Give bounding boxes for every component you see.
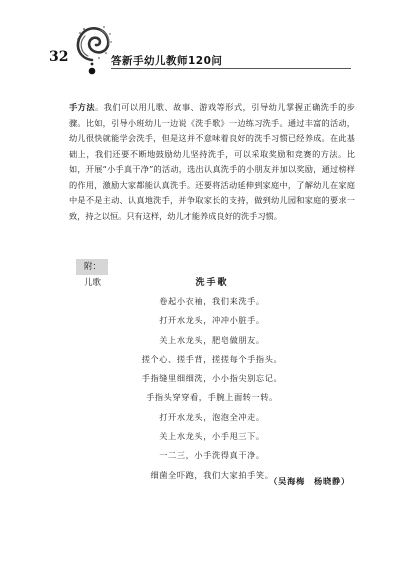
poem-line: 手指头穿穿看，手腕上面转一转。 bbox=[146, 392, 278, 403]
lead-term: 手方法 bbox=[69, 102, 96, 112]
poem-line: 搓个心、搓手背，搓搓每个手指头。 bbox=[141, 353, 283, 364]
swirl-logo-icon bbox=[70, 18, 114, 80]
paragraph-text: 。我们可以用儿歌、故事、游戏等形式，引导幼儿掌握正确洗手的步骤。比如，引导小班幼儿一边说《洗手歌》一边练习洗手。通过丰富的活动，幼儿很快就能学会洗手，但是这并不意味着良好的洗手习惯已经养成。在此基础上，我们还要不断地鼓励幼儿坚持洗手，可以采取奖励和竞赛的方法。比如，开展“小手真干净”的活动，选出认真洗手的小朋友并加以奖励，通过榜样的作用，激励大家都能认真洗手。还要将活动延伸到家庭中，了解幼儿在家庭中是不是主动、认真地洗手，并争取家长的支持，做到幼儿园和家庭的要求一致，持之以恒。只有这样，幼儿才能养成良好的洗手习惯。 bbox=[69, 102, 355, 221]
poem-line: 关上水龙头，肥皂做朋友。 bbox=[159, 334, 265, 345]
poem bbox=[69, 274, 355, 485]
book-title: 答新手幼儿教师120问 bbox=[111, 55, 223, 67]
header-divider bbox=[111, 68, 351, 69]
poem-credits: （吴海梅 杨晓静） bbox=[269, 476, 350, 486]
appendix-label: 附：儿歌 bbox=[76, 259, 108, 275]
poem-line: 关上水龙头，小手甩三下。 bbox=[159, 431, 265, 442]
poem-line: 一二三，小手洗得真干净。 bbox=[159, 450, 265, 461]
poem-title: 洗手歌 bbox=[195, 278, 229, 288]
poem-lines bbox=[69, 292, 355, 485]
poem-line: 手指缝里细细洗，小小指尖别忘记。 bbox=[141, 373, 283, 384]
poem-line: 卷起小衣袖，我们来洗手。 bbox=[159, 296, 265, 306]
poem-line: 细菌全吓跑，我们大家拍手笑。 bbox=[150, 469, 274, 480]
poem-line: 打开水龙头，泡泡全冲走。 bbox=[159, 411, 265, 422]
poem-line: 打开水龙头，冲冲小脏手。 bbox=[159, 315, 265, 326]
page-header bbox=[0, 0, 400, 95]
body-paragraph bbox=[69, 100, 355, 224]
page-number: 32 bbox=[49, 49, 69, 65]
